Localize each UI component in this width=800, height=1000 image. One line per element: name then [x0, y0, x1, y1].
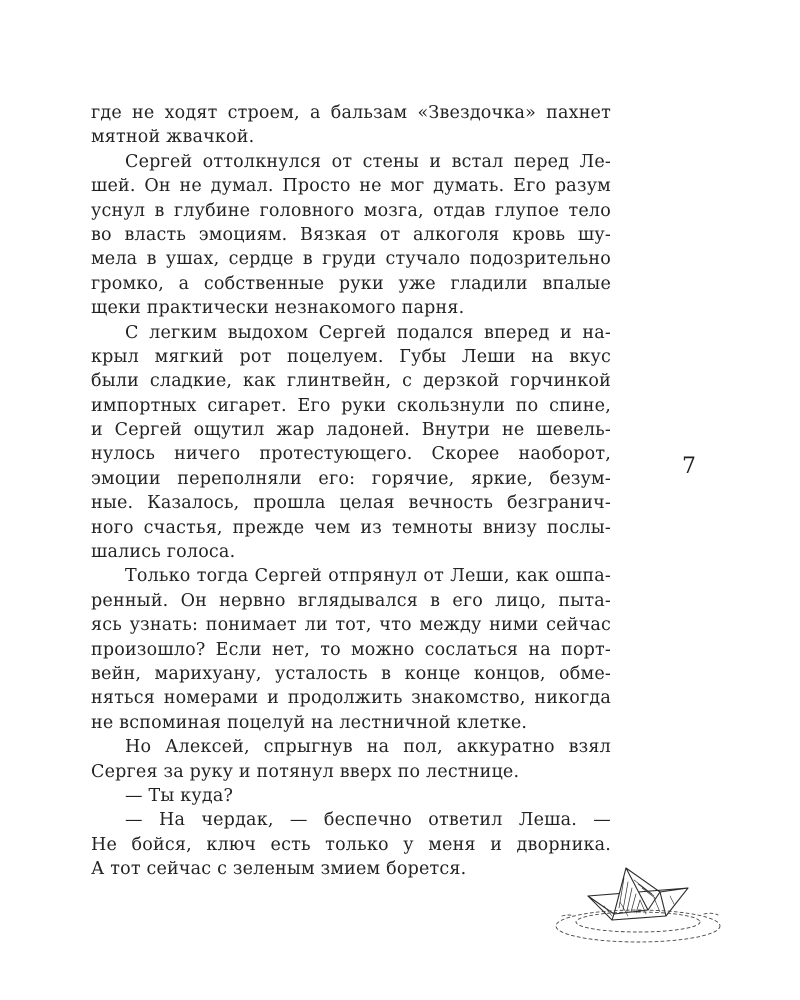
page-number: 7	[682, 454, 696, 479]
text-line: Но Алексей, спрыгнув на пол, аккуратно взял	[125, 737, 611, 758]
text-line: шей. Он не думал. Просто не мог думать. Его разум	[91, 176, 611, 197]
text-line: — На чердак, — беспечно ответил Леша. —	[125, 810, 611, 831]
page-text	[91, 101, 611, 882]
text-line: няться номерами и продолжить знакомство, никогда	[91, 688, 611, 709]
text-line: импортных сигарет. Его руки скользнули по спине,	[91, 395, 611, 416]
text-line: Сергей оттолкнулся от стены и встал перед Ле-	[125, 151, 611, 172]
text-line: Только тогда Сергей отпрянул от Леши, как ошпа-	[125, 566, 611, 587]
text-line: и Сергей ощутил жар ладоней. Внутри не шевель-	[91, 420, 611, 441]
paper-boat-icon	[548, 858, 728, 948]
text-line: уснул в глубине головного мозга, отдав глупое тело	[91, 200, 611, 221]
text-line: где не ходят строем, а бальзам «Звездочка» пахнет	[91, 103, 611, 123]
text-line: ясь узнать: понимает ли тот, что между ними сейчас	[91, 615, 611, 636]
text-line: эмоции переполняли его: горячие, яркие, безум-	[91, 468, 611, 489]
text-line: мятной жвачкой.	[91, 127, 255, 148]
text-line: нулось ничего протестующего. Скорее наоборот,	[91, 444, 611, 465]
text-line: Не бойся, ключ есть только у меня и дворника.	[91, 834, 611, 855]
text-line: крыл мягкий рот поцелуем. Губы Леши на вкус	[91, 346, 611, 367]
text-line: шались голоса.	[91, 542, 236, 563]
text-line: — Ты куда?	[125, 785, 234, 806]
text-line: громко, а собственные руки уже гладили впалые	[91, 273, 611, 294]
text-line: мела в ушах, сердце в груди стучало подозрительно	[91, 249, 611, 270]
text-line: были сладкие, как глинтвейн, с дерзкой горчинкой	[91, 371, 611, 392]
text-line: щеки практически незнакомого парня.	[91, 298, 465, 319]
text-line: не вспоминая поцелуй на лестничной клетке.	[91, 712, 528, 733]
text-line: Сергея за руку и потянул вверх по лестнице.	[91, 761, 520, 782]
text-line: во власть эмоциям. Вязкая от алкоголя кровь шу-	[91, 224, 611, 245]
text-line: А тот сейчас с зеленым змием борется.	[91, 859, 467, 880]
text-line: ные. Казалось, прошла целая вечность безгранич-	[91, 493, 611, 514]
text-line: произошло? Если нет, то можно сослаться на порт-	[91, 639, 611, 660]
text-line: С легким выдохом Сергей подался вперед и на-	[125, 322, 611, 343]
text-line: ренный. Он нервно вглядывался в его лицо, пыта-	[91, 590, 611, 611]
text-line: ного счастья, прежде чем из темноты внизу послы-	[91, 517, 611, 538]
text-line: вейн, марихуану, усталость в конце концов, обме-	[91, 663, 611, 684]
